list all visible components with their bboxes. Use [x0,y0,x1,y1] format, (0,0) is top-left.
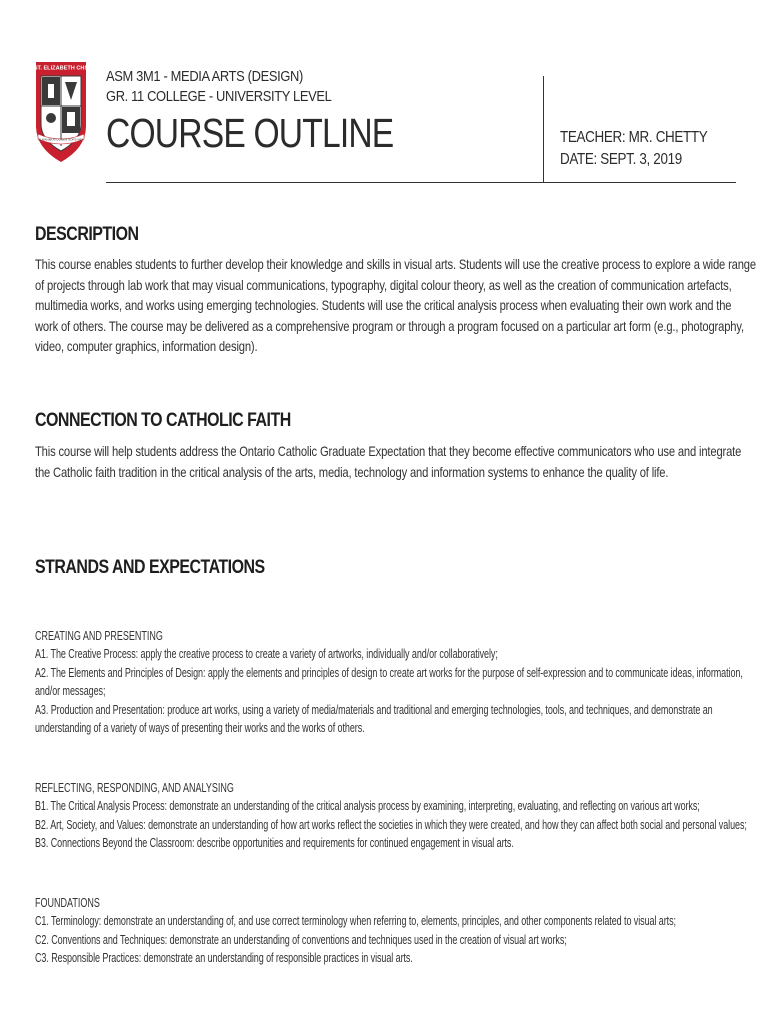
description-line: work of others. The course may be delivered as a comprehensive program or through a program focused on a particular art form (e.g., photography, [35,318,744,334]
description-line: multimedia works, and works using emerging technologies. Students will use the critical analysis process when evaluating their own work and the [35,298,732,313]
svg-text:ST. ELIZABETH CHS: ST. ELIZABETH CHS [34,65,88,72]
strand-group-foundations [35,894,737,968]
expectation-line: C2. Conventions and Techniques: demonstrate an understanding of conventions and techniques used in the creation of visual art works; [35,932,567,947]
strands-heading: STRANDS AND EXPECTATIONS [35,557,265,578]
header-horizontal-divider [106,182,736,183]
faith-line: the Catholic faith tradition in the critical analysis of the arts, media, technology and information systems to enhance the quality of life. [35,464,669,480]
expectation-line: B3. Connections Beyond the Classroom: describe opportunities and requirements for continued engagement in visual arts. [35,836,514,850]
teacher-name: TEACHER: MR. CHETTY [560,129,708,146]
description-line: This course enables students to further develop their knowledge and skills in visual arts. Students will use the creative process to explore a wide range [35,257,756,272]
expectation-line: and/or messages; [35,684,106,698]
strand-group-title: FOUNDATIONS [35,896,100,910]
expectation-line: understanding of a variety of ways of presenting their works and the works of others. [35,721,365,735]
faith-paragraph [35,442,742,483]
strand-group-title: REFLECTING, RESPONDING, AND ANALYSING [35,781,234,795]
expectation-line: A2. The Elements and Principles of Design: apply the elements and principles of design to create art works for the purpose of self-expression and to communicate ideas, information, [35,665,743,680]
school-crest-logo [34,60,88,164]
expectation-line: C1. Terminology: demonstrate an understanding of, and use correct terminology when referring to, elements, principles, and other components related to visual arts; [35,914,676,928]
expectation-line: C3. Responsible Practices: demonstrate an understanding of responsible practices in visual arts. [35,951,413,965]
expectation-line: A1. The Creative Process: apply the creative process to create a variety of artworks, individually and/or collaboratively; [35,647,498,661]
description-paragraph [35,255,756,358]
svg-text:IN MANIBUS DOMINI SORS MEA: IN MANIBUS DOMINI SORS MEA [38,137,84,142]
expectation-line: B1. The Critical Analysis Process: demonstrate an understanding of the critical analysis process by examining, interpreting, evaluating, and reflecting on various art works; [35,799,700,813]
course-code: ASM 3M1 - MEDIA ARTS (DESIGN) [106,68,303,85]
strand-group-creating [35,627,743,738]
description-line: video, computer graphics, information design). [35,339,258,354]
faith-heading: CONNECTION TO CATHOLIC FAITH [35,410,291,431]
description-line: of projects through lab work that may visual communications, typography, digital colour theory, as well as the creation of communication artefacts, [35,277,732,293]
strand-group-title: CREATING AND PRESENTING [35,629,163,643]
page-title: COURSE OUTLINE [106,110,394,156]
faith-line: This course will help students address the Ontario Catholic Graduate Expectation that they become effective communicators who use and integrate [35,444,742,459]
expectation-line: A3. Production and Presentation: produce art works, using a variety of media/materials and traditional and emerging technologies, tools, and techniques, and demonstrate an [35,702,713,717]
header-vertical-divider [543,76,544,182]
course-level: GR. 11 COLLEGE - UNIVERSITY LEVEL [106,88,332,105]
expectation-line: B2. Art, Society, and Values: demonstrate an understanding of how art works reflect the societies in which they were created, and how they can affect both social and personal values; [35,817,747,832]
description-heading: DESCRIPTION [35,224,139,245]
outline-date: DATE: SEPT. 3, 2019 [560,151,682,168]
strand-group-reflecting [35,779,747,853]
